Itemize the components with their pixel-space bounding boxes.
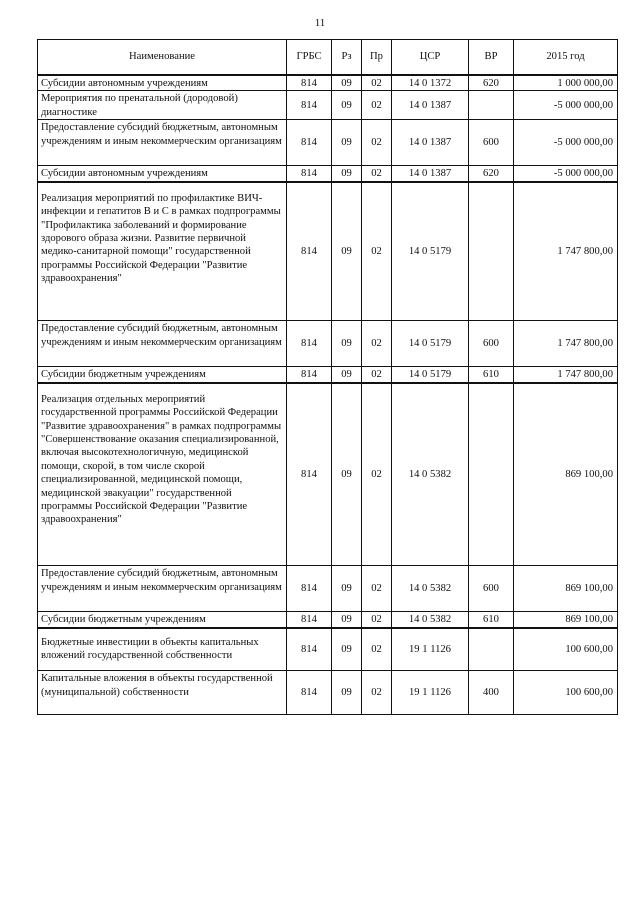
row-csr: 14 0 5179 bbox=[392, 321, 469, 367]
header-vr: ВР bbox=[469, 40, 514, 76]
row-name: Субсидии бюджетным учреждениям bbox=[38, 367, 287, 383]
row-csr: 14 0 1387 bbox=[392, 166, 469, 182]
row-name: Реализация мероприятий по профилактике ВИЧ-инфекции и гепатитов В и С в рамках подпрограммы "Профилактика заболеваний и формирование здорового образа жизни. Развитие первичной медико-санитарной помощи" государственной программы Российской Федерации "Развитие здравоохранения" bbox=[38, 182, 287, 321]
row-pr: 02 bbox=[362, 383, 392, 566]
header-pr: Пр bbox=[362, 40, 392, 76]
row-vr: 620 bbox=[469, 166, 514, 182]
row-vr: 600 bbox=[469, 321, 514, 367]
table-header-row bbox=[38, 40, 618, 76]
header-year: 2015 год bbox=[514, 40, 618, 76]
row-grbs: 814 bbox=[287, 566, 332, 612]
row-pr: 02 bbox=[362, 75, 392, 91]
row-name: Реализация отдельных мероприятий государственной программы Российской Федерации "Развитие здравоохранения" в рамках подпрограммы "Совершенствование оказания специализированной, включая высокотехнологичную, медицинской помощи, скорой, в том числе скорой специализированной, медицинской помощи, медицинской эвакуации" государственной программы Российской Федерации "Развитие здравоохранения" bbox=[38, 383, 287, 566]
row-csr: 14 0 1387 bbox=[392, 91, 469, 120]
row-name: Субсидии автономным учреждениям bbox=[38, 75, 287, 91]
row-vr: 600 bbox=[469, 120, 514, 166]
row-rz: 09 bbox=[332, 166, 362, 182]
row-pr: 02 bbox=[362, 182, 392, 321]
table-row bbox=[38, 120, 618, 166]
row-vr: 610 bbox=[469, 612, 514, 628]
row-grbs: 814 bbox=[287, 383, 332, 566]
row-csr: 14 0 5382 bbox=[392, 383, 469, 566]
row-vr: 400 bbox=[469, 671, 514, 715]
row-grbs: 814 bbox=[287, 628, 332, 671]
row-pr: 02 bbox=[362, 166, 392, 182]
row-amount: 1 000 000,00 bbox=[514, 75, 618, 91]
header-rz: Рз bbox=[332, 40, 362, 76]
row-rz: 09 bbox=[332, 321, 362, 367]
row-grbs: 814 bbox=[287, 671, 332, 715]
row-grbs: 814 bbox=[287, 75, 332, 91]
row-amount: 100 600,00 bbox=[514, 671, 618, 715]
row-rz: 09 bbox=[332, 75, 362, 91]
row-pr: 02 bbox=[362, 321, 392, 367]
row-vr: 600 bbox=[469, 566, 514, 612]
row-rz: 09 bbox=[332, 120, 362, 166]
page-number: 11 bbox=[314, 17, 326, 29]
table-row bbox=[38, 671, 618, 715]
table-row bbox=[38, 166, 618, 182]
row-csr: 14 0 5382 bbox=[392, 566, 469, 612]
header-grbs: ГРБС bbox=[287, 40, 332, 76]
header-name: Наименование bbox=[38, 40, 287, 76]
row-amount: -5 000 000,00 bbox=[514, 166, 618, 182]
row-name: Предоставление субсидий бюджетным, автономным учреждениям и иным некоммерческим организациям bbox=[38, 120, 287, 166]
table-row bbox=[38, 91, 618, 120]
row-amount: -5 000 000,00 bbox=[514, 120, 618, 166]
row-amount: 100 600,00 bbox=[514, 628, 618, 671]
row-name: Бюджетные инвестиции в объекты капитальных вложений государственной собственности bbox=[38, 628, 287, 671]
row-rz: 09 bbox=[332, 383, 362, 566]
table-row bbox=[38, 628, 618, 671]
row-vr bbox=[469, 182, 514, 321]
row-csr: 14 0 1372 bbox=[392, 75, 469, 91]
row-csr: 14 0 5179 bbox=[392, 367, 469, 383]
row-grbs: 814 bbox=[287, 91, 332, 120]
row-grbs: 814 bbox=[287, 166, 332, 182]
table-row bbox=[38, 566, 618, 612]
row-rz: 09 bbox=[332, 612, 362, 628]
row-amount: 869 100,00 bbox=[514, 383, 618, 566]
row-grbs: 814 bbox=[287, 367, 332, 383]
table-row bbox=[38, 367, 618, 383]
row-csr: 14 0 5382 bbox=[392, 612, 469, 628]
row-vr bbox=[469, 91, 514, 120]
row-name: Мероприятия по пренатальной (дородовой) диагностике bbox=[38, 91, 287, 120]
row-pr: 02 bbox=[362, 671, 392, 715]
row-csr: 19 1 1126 bbox=[392, 671, 469, 715]
row-pr: 02 bbox=[362, 91, 392, 120]
row-rz: 09 bbox=[332, 91, 362, 120]
row-rz: 09 bbox=[332, 182, 362, 321]
row-rz: 09 bbox=[332, 671, 362, 715]
row-name: Предоставление субсидий бюджетным, автономным учреждениям и иным некоммерческим организациям bbox=[38, 321, 287, 367]
row-amount: 1 747 800,00 bbox=[514, 182, 618, 321]
row-rz: 09 bbox=[332, 628, 362, 671]
table-row bbox=[38, 612, 618, 628]
row-name: Предоставление субсидий бюджетным, автономным учреждениям и иным некоммерческим организациям bbox=[38, 566, 287, 612]
table-row bbox=[38, 182, 618, 321]
row-rz: 09 bbox=[332, 566, 362, 612]
row-amount: -5 000 000,00 bbox=[514, 91, 618, 120]
row-amount: 869 100,00 bbox=[514, 566, 618, 612]
row-csr: 14 0 5179 bbox=[392, 182, 469, 321]
row-vr bbox=[469, 628, 514, 671]
table-row bbox=[38, 75, 618, 91]
row-vr: 610 bbox=[469, 367, 514, 383]
row-amount: 1 747 800,00 bbox=[514, 367, 618, 383]
row-amount: 1 747 800,00 bbox=[514, 321, 618, 367]
row-amount: 869 100,00 bbox=[514, 612, 618, 628]
row-vr bbox=[469, 383, 514, 566]
row-pr: 02 bbox=[362, 566, 392, 612]
row-pr: 02 bbox=[362, 120, 392, 166]
budget-table bbox=[37, 39, 618, 715]
row-name: Субсидии автономным учреждениям bbox=[38, 166, 287, 182]
row-pr: 02 bbox=[362, 367, 392, 383]
table-row bbox=[38, 383, 618, 566]
row-pr: 02 bbox=[362, 612, 392, 628]
row-rz: 09 bbox=[332, 367, 362, 383]
row-grbs: 814 bbox=[287, 321, 332, 367]
row-grbs: 814 bbox=[287, 182, 332, 321]
row-csr: 19 1 1126 bbox=[392, 628, 469, 671]
row-grbs: 814 bbox=[287, 120, 332, 166]
row-pr: 02 bbox=[362, 628, 392, 671]
row-name: Субсидии бюджетным учреждениям bbox=[38, 612, 287, 628]
row-grbs: 814 bbox=[287, 612, 332, 628]
row-csr: 14 0 1387 bbox=[392, 120, 469, 166]
row-name: Капитальные вложения в объекты государственной (муниципальной) собственности bbox=[38, 671, 287, 715]
table-row bbox=[38, 321, 618, 367]
header-csr: ЦСР bbox=[392, 40, 469, 76]
row-vr: 620 bbox=[469, 75, 514, 91]
